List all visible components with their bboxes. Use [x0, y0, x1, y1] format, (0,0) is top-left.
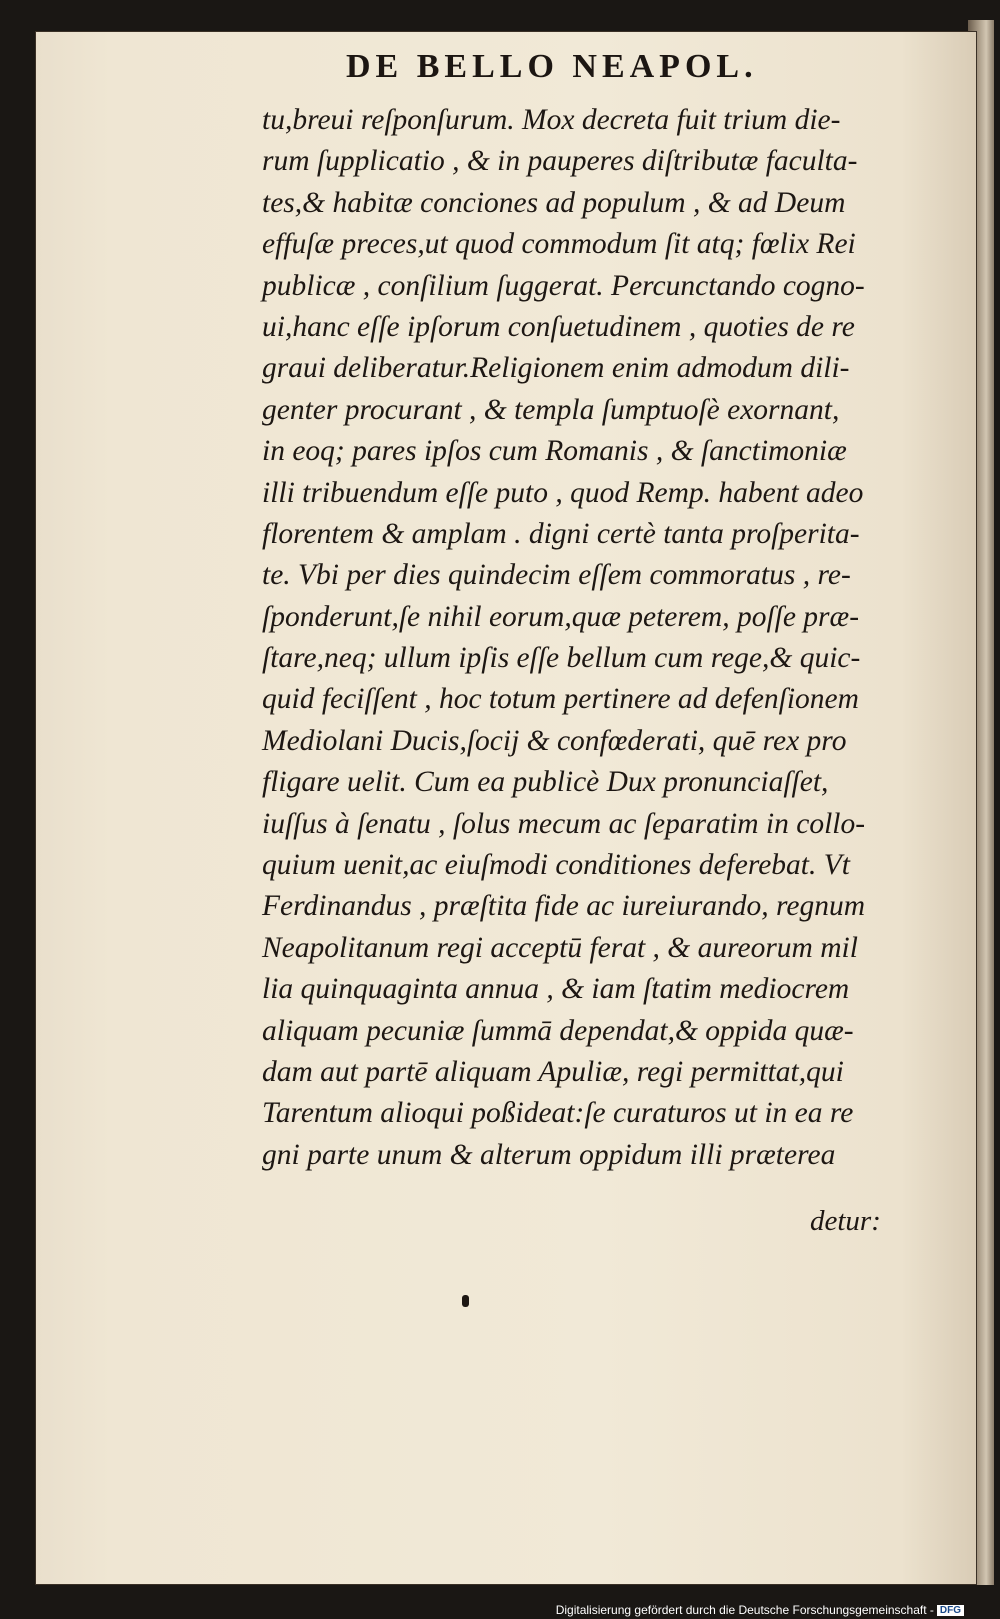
text-line: Mediolani Ducis,ſocij & confœderati, quē rex pro	[262, 724, 847, 757]
text-line: fligare uelit. Cum ea publicè Dux pronunciaſſet,	[262, 766, 829, 799]
text-line: Tarentum alioqui poßideat:ſe curaturos ut in ea re	[262, 1097, 854, 1130]
catchword: detur:	[810, 1205, 881, 1237]
ink-mark	[462, 1295, 469, 1307]
text-line: te. Vbi per dies quindecim eſſem commoratus , re-	[262, 559, 851, 592]
text-line: dam aut partē aliquam Apuliæ, regi permittat,qui	[262, 1055, 844, 1088]
text-line: Ferdinandus , præſtita fide ac iureiurando, regnum	[262, 890, 866, 923]
text-line: ui,hanc eſſe ipſorum conſuetudinem , quoties de re	[262, 310, 855, 343]
credit-text: Digitalisierung gefördert durch die Deutsche Forschungsgemeinschaft -	[555, 1603, 934, 1617]
running-head: DE BELLO NEAPOL.	[346, 48, 758, 85]
text-line: ſponderunt,ſe nihil eorum,quæ peterem, poſſe præ-	[262, 600, 860, 633]
text-line: publicæ , conſilium ſuggerat. Percunctando cogno-	[262, 269, 865, 302]
text-line: tes,& habitæ conciones ad populum , & ad Deum	[262, 186, 846, 219]
text-line: graui deliberatur.Religionem enim admodum dili-	[262, 352, 850, 385]
dfg-logo: DFG	[937, 1605, 964, 1616]
text-line: quium uenit,ac eiuſmodi conditiones deferebat. Vt	[262, 849, 850, 882]
text-line: in eoq; pares ipſos cum Romanis , & ſanctimoniæ	[262, 435, 847, 468]
text-line: Neapolitanum regi acceptū ferat , & aureorum mil	[262, 931, 858, 964]
text-line: illi tribuendum eſſe puto , quod Remp. habent adeo	[262, 476, 864, 509]
text-line: genter procurant , & templa ſumptuoſè exornant,	[262, 393, 840, 426]
text-block	[262, 100, 942, 1176]
text-line: aliquam pecuniæ ſummā dependat,& oppida quæ-	[262, 1014, 854, 1047]
text-line: rum ſupplicatio , & in pauperes diſtributæ faculta-	[262, 145, 858, 178]
text-line: iuſſus à ſenatu , ſolus mecum ac ſeparatim in collo-	[262, 807, 866, 840]
text-line: lia quinquaginta annua , & iam ſtatim mediocrem	[262, 973, 850, 1006]
text-line: florentem & amplam . digni certè tanta proſperita-	[262, 517, 860, 550]
digitization-credit	[556, 1603, 964, 1617]
text-line: ſtare,neq; ullum ipſis eſſe bellum cum rege,& quic-	[262, 642, 861, 675]
text-line: gni parte unum & alterum oppidum illi præterea	[262, 1138, 836, 1171]
text-line: effuſæ preces,ut quod commodum ſit atq; fœlix Rei	[262, 228, 856, 261]
text-line: tu,breui reſponſurum. Mox decreta fuit trium die-	[262, 104, 841, 136]
text-line: quid feciſſent , hoc totum pertinere ad defenſionem	[262, 683, 859, 716]
